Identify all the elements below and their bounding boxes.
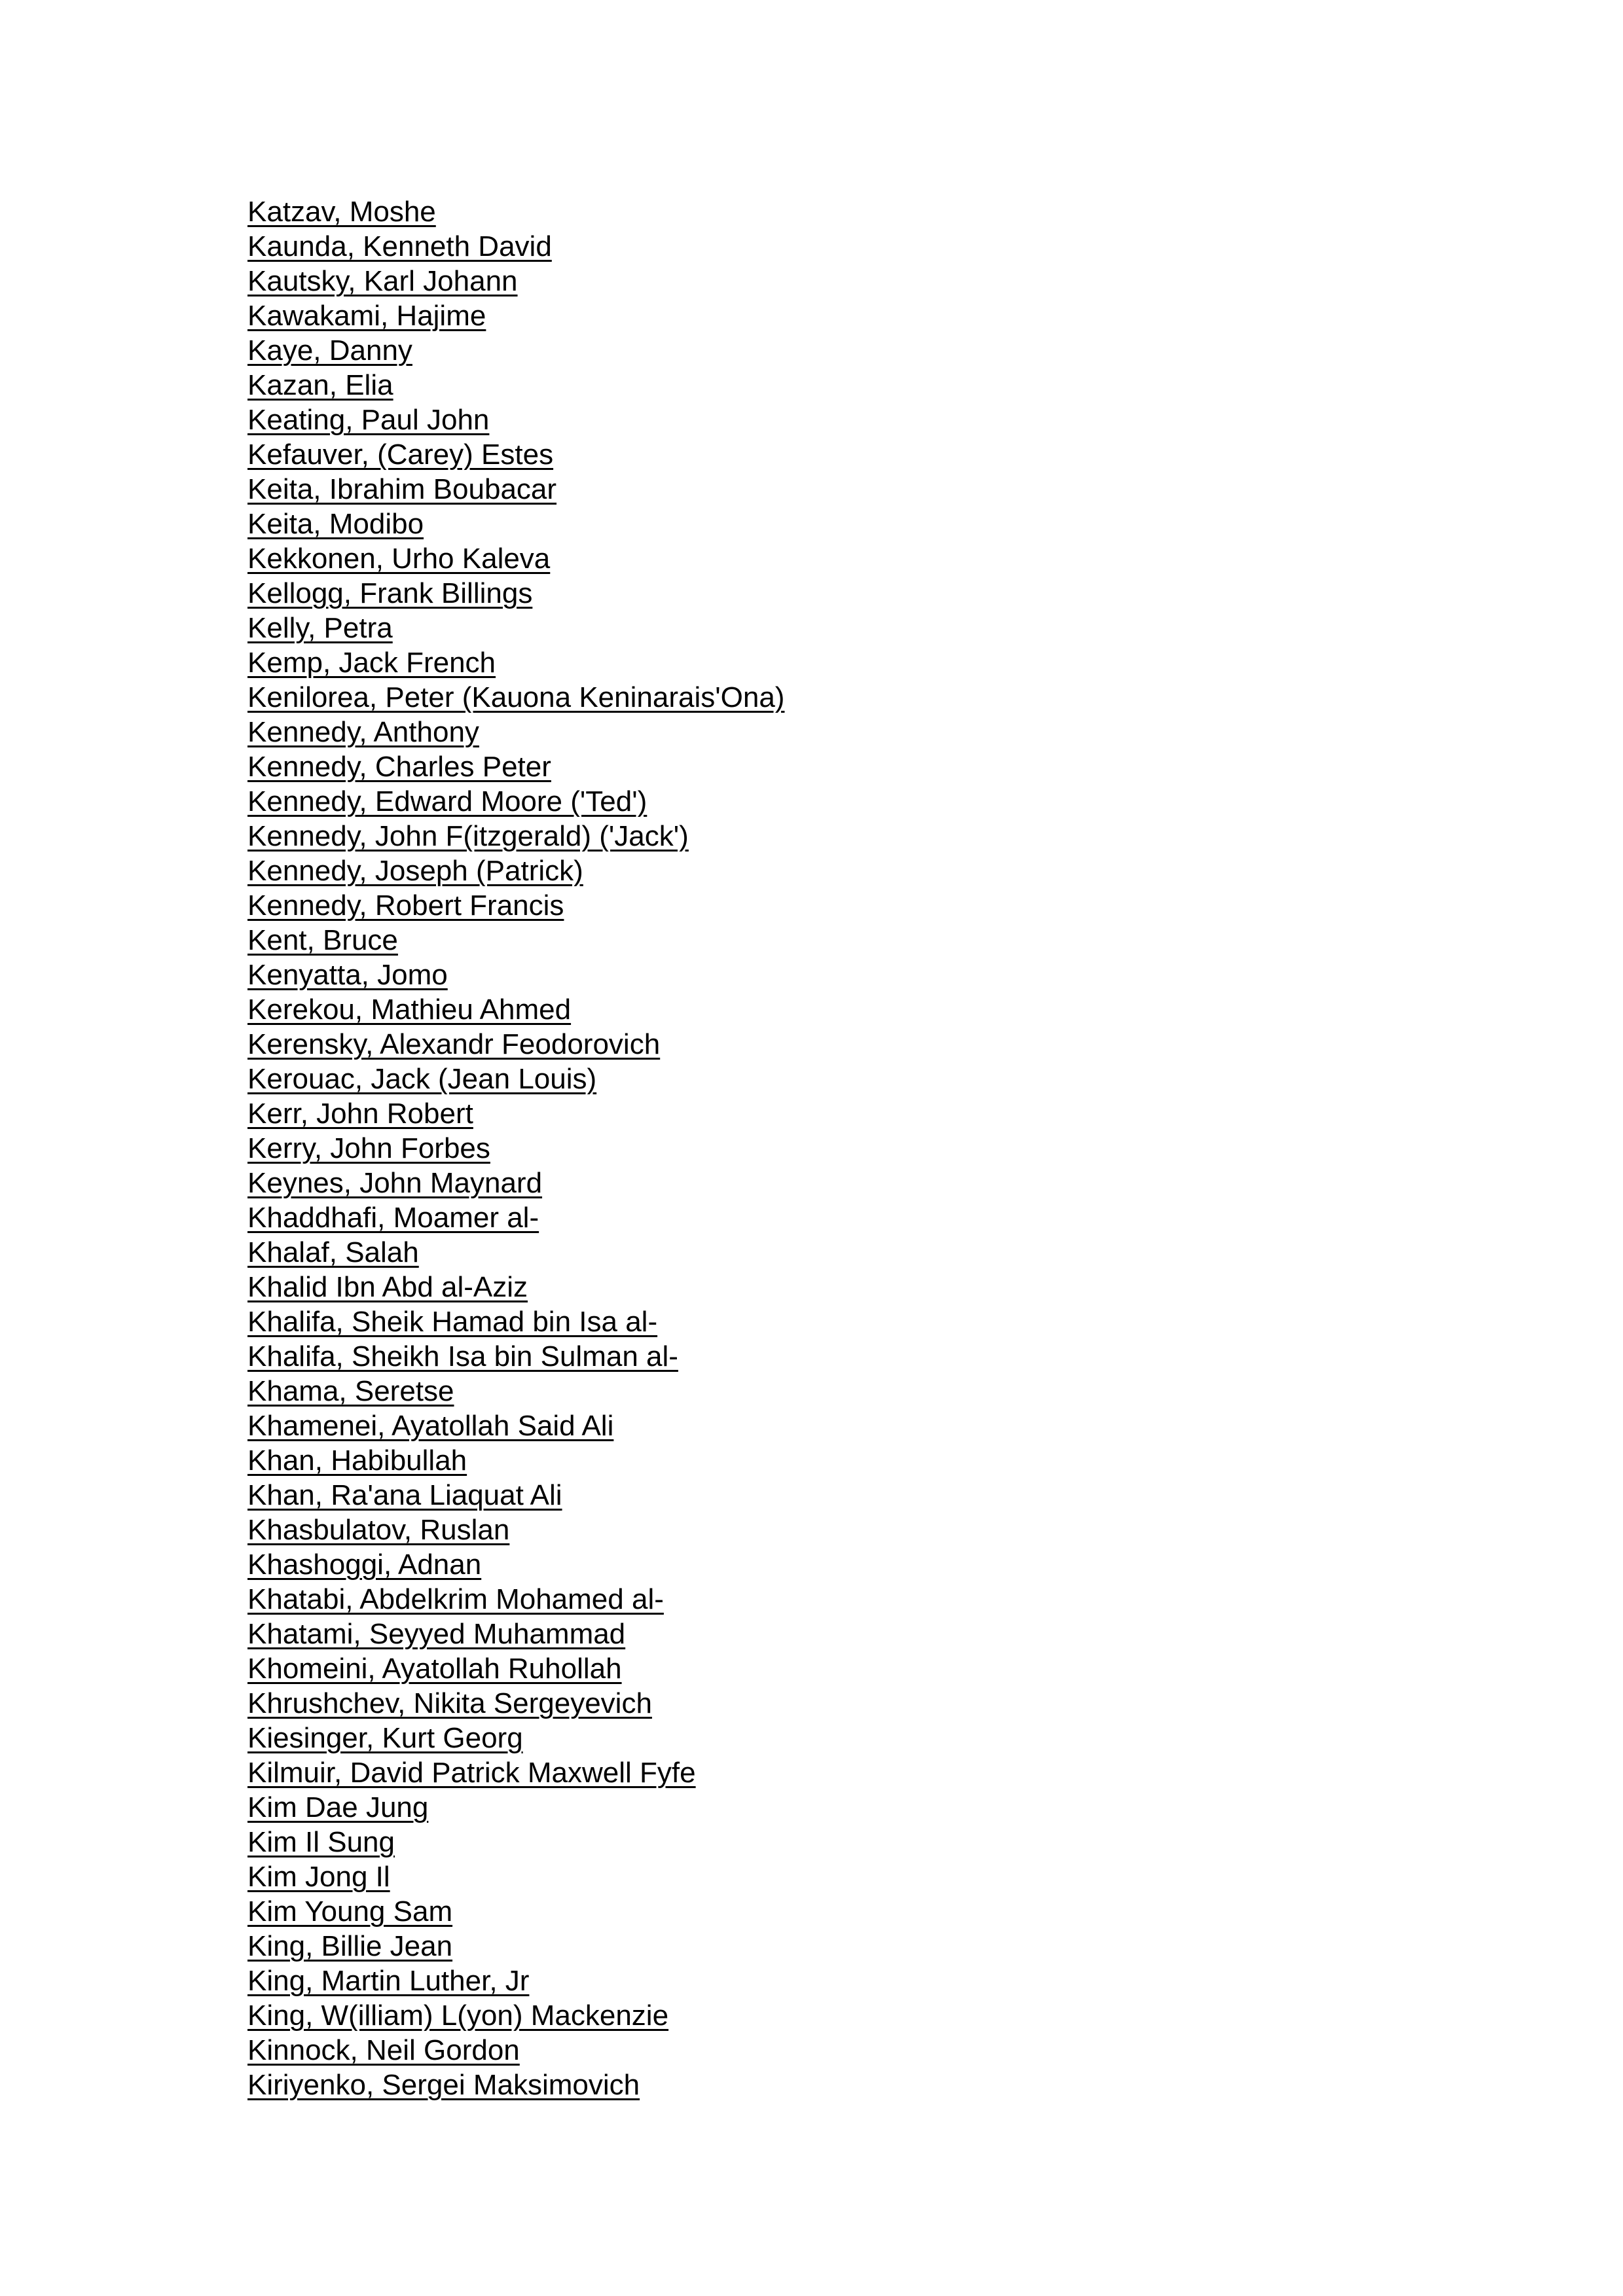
- list-item: [247, 1929, 784, 1964]
- name-link[interactable]: Kiriyenko, Sergei Maksimovich: [247, 2069, 640, 2101]
- name-link[interactable]: Kennedy, John F(itzgerald) ('Jack'): [247, 820, 689, 852]
- list-item: [247, 1374, 784, 1408]
- list-item: [247, 368, 784, 403]
- list-item: [247, 1894, 784, 1929]
- list-item: [247, 576, 784, 611]
- list-item: [247, 1235, 784, 1270]
- name-link-list: [247, 194, 784, 2102]
- name-link[interactable]: Keynes, John Maynard: [247, 1167, 543, 1199]
- name-link[interactable]: Kenilorea, Peter (Kauona Keninarais'Ona): [247, 681, 785, 713]
- name-link[interactable]: Kiesinger, Kurt Georg: [247, 1722, 523, 1754]
- list-item: [247, 992, 784, 1027]
- name-link[interactable]: Kerr, John Robert: [247, 1098, 473, 1130]
- name-link[interactable]: Kazan, Elia: [247, 369, 393, 401]
- list-item: [247, 888, 784, 923]
- list-item: [247, 1721, 784, 1755]
- name-link[interactable]: Kim Dae Jung: [247, 1791, 429, 1823]
- name-link[interactable]: Kerensky, Alexandr Feodorovich: [247, 1028, 661, 1060]
- list-item: [247, 611, 784, 645]
- list-item: [247, 1131, 784, 1166]
- name-link[interactable]: Khan, Ra'ana Liaquat Ali: [247, 1479, 562, 1511]
- name-link[interactable]: Kennedy, Edward Moore ('Ted'): [247, 785, 647, 817]
- name-link[interactable]: Kim Jong Il: [247, 1861, 390, 1893]
- name-link[interactable]: Khalaf, Salah: [247, 1236, 419, 1268]
- name-link[interactable]: Khalid Ibn Abd al-Aziz: [247, 1271, 528, 1303]
- name-link[interactable]: Kefauver, (Carey) Estes: [247, 439, 554, 471]
- name-link[interactable]: Kaunda, Kenneth David: [247, 230, 552, 262]
- name-link[interactable]: Kaye, Danny: [247, 334, 412, 367]
- list-item: [247, 333, 784, 368]
- list-item: [247, 2033, 784, 2068]
- list-item: [247, 437, 784, 472]
- list-item: [247, 1825, 784, 1859]
- name-link[interactable]: Khamenei, Ayatollah Said Ali: [247, 1410, 614, 1442]
- name-link[interactable]: Kennedy, Charles Peter: [247, 751, 551, 783]
- list-item: [247, 1513, 784, 1547]
- name-link[interactable]: Khan, Habibullah: [247, 1444, 467, 1477]
- list-item: [247, 1443, 784, 1478]
- list-item: [247, 507, 784, 541]
- list-item: [247, 1339, 784, 1374]
- list-item: [247, 645, 784, 680]
- list-item: [247, 1582, 784, 1617]
- name-link[interactable]: King, Billie Jean: [247, 1930, 453, 1962]
- name-link[interactable]: Kennedy, Robert Francis: [247, 889, 564, 922]
- list-item: [247, 1270, 784, 1304]
- name-link[interactable]: Kerekou, Mathieu Ahmed: [247, 994, 572, 1026]
- list-item: [247, 1304, 784, 1339]
- list-item: [247, 1998, 784, 2033]
- name-link[interactable]: Kautsky, Karl Johann: [247, 265, 518, 297]
- list-item: [247, 1096, 784, 1131]
- name-link[interactable]: Kelly, Petra: [247, 612, 393, 644]
- name-link[interactable]: Khrushchev, Nikita Sergeyevich: [247, 1687, 652, 1719]
- list-item: [247, 1686, 784, 1721]
- name-link[interactable]: Khatabi, Abdelkrim Mohamed al-: [247, 1583, 664, 1615]
- name-link[interactable]: Khomeini, Ayatollah Ruhollah: [247, 1653, 622, 1685]
- name-link[interactable]: King, Martin Luther, Jr: [247, 1965, 530, 1997]
- list-item: [247, 1859, 784, 1894]
- list-item: [247, 1617, 784, 1651]
- list-item: [247, 264, 784, 298]
- list-item: [247, 1547, 784, 1582]
- list-item: [247, 1790, 784, 1825]
- name-link[interactable]: Kerry, John Forbes: [247, 1132, 490, 1164]
- name-link[interactable]: Kinnock, Neil Gordon: [247, 2034, 520, 2066]
- name-link[interactable]: King, W(illiam) L(yon) Mackenzie: [247, 2000, 669, 2032]
- name-link[interactable]: Khasbulatov, Ruslan: [247, 1514, 510, 1546]
- name-link[interactable]: Keita, Ibrahim Boubacar: [247, 473, 557, 505]
- name-link[interactable]: Kenyatta, Jomo: [247, 959, 448, 991]
- list-item: [247, 1062, 784, 1096]
- name-link[interactable]: Kim Il Sung: [247, 1826, 395, 1858]
- list-item: [247, 2068, 784, 2102]
- list-item: [247, 298, 784, 333]
- list-item: [247, 1755, 784, 1790]
- name-link[interactable]: Kekkonen, Urho Kaleva: [247, 543, 551, 575]
- list-item: [247, 1200, 784, 1235]
- list-item: [247, 680, 784, 715]
- list-item: [247, 819, 784, 853]
- list-item: [247, 958, 784, 992]
- list-item: [247, 923, 784, 958]
- list-item: [247, 784, 784, 819]
- list-item: [247, 194, 784, 229]
- name-link[interactable]: Khatami, Seyyed Muhammad: [247, 1618, 626, 1650]
- list-item: [247, 749, 784, 784]
- list-item: [247, 1478, 784, 1513]
- list-item: [247, 1651, 784, 1686]
- name-link[interactable]: Kennedy, Anthony: [247, 716, 479, 748]
- list-item: [247, 1166, 784, 1200]
- name-link[interactable]: Khalifa, Sheik Hamad bin Isa al-: [247, 1306, 658, 1338]
- list-item: [247, 715, 784, 749]
- list-item: [247, 1964, 784, 1998]
- name-link[interactable]: Khashoggi, Adnan: [247, 1549, 482, 1581]
- name-link[interactable]: Kawakami, Hajime: [247, 300, 486, 332]
- list-item: [247, 472, 784, 507]
- name-link[interactable]: Khama, Seretse: [247, 1375, 454, 1407]
- name-link[interactable]: Kellogg, Frank Billings: [247, 577, 533, 609]
- name-link[interactable]: Keita, Modibo: [247, 508, 424, 540]
- list-item: [247, 853, 784, 888]
- list-item: [247, 229, 784, 264]
- list-item: [247, 541, 784, 576]
- name-link[interactable]: Khalifa, Sheikh Isa bin Sulman al-: [247, 1340, 678, 1372]
- name-link[interactable]: Kim Young Sam: [247, 1895, 453, 1928]
- name-link[interactable]: Khaddhafi, Moamer al-: [247, 1202, 539, 1234]
- list-item: [247, 403, 784, 437]
- name-link[interactable]: Kilmuir, David Patrick Maxwell Fyfe: [247, 1757, 696, 1789]
- name-link[interactable]: Katzav, Moshe: [247, 196, 436, 228]
- name-link[interactable]: Kent, Bruce: [247, 924, 398, 956]
- name-link[interactable]: Kennedy, Joseph (Patrick): [247, 855, 583, 887]
- list-item: [247, 1027, 784, 1062]
- name-link[interactable]: Kerouac, Jack (Jean Louis): [247, 1063, 597, 1095]
- name-link[interactable]: Keating, Paul John: [247, 404, 490, 436]
- name-link[interactable]: Kemp, Jack French: [247, 647, 496, 679]
- list-item: [247, 1408, 784, 1443]
